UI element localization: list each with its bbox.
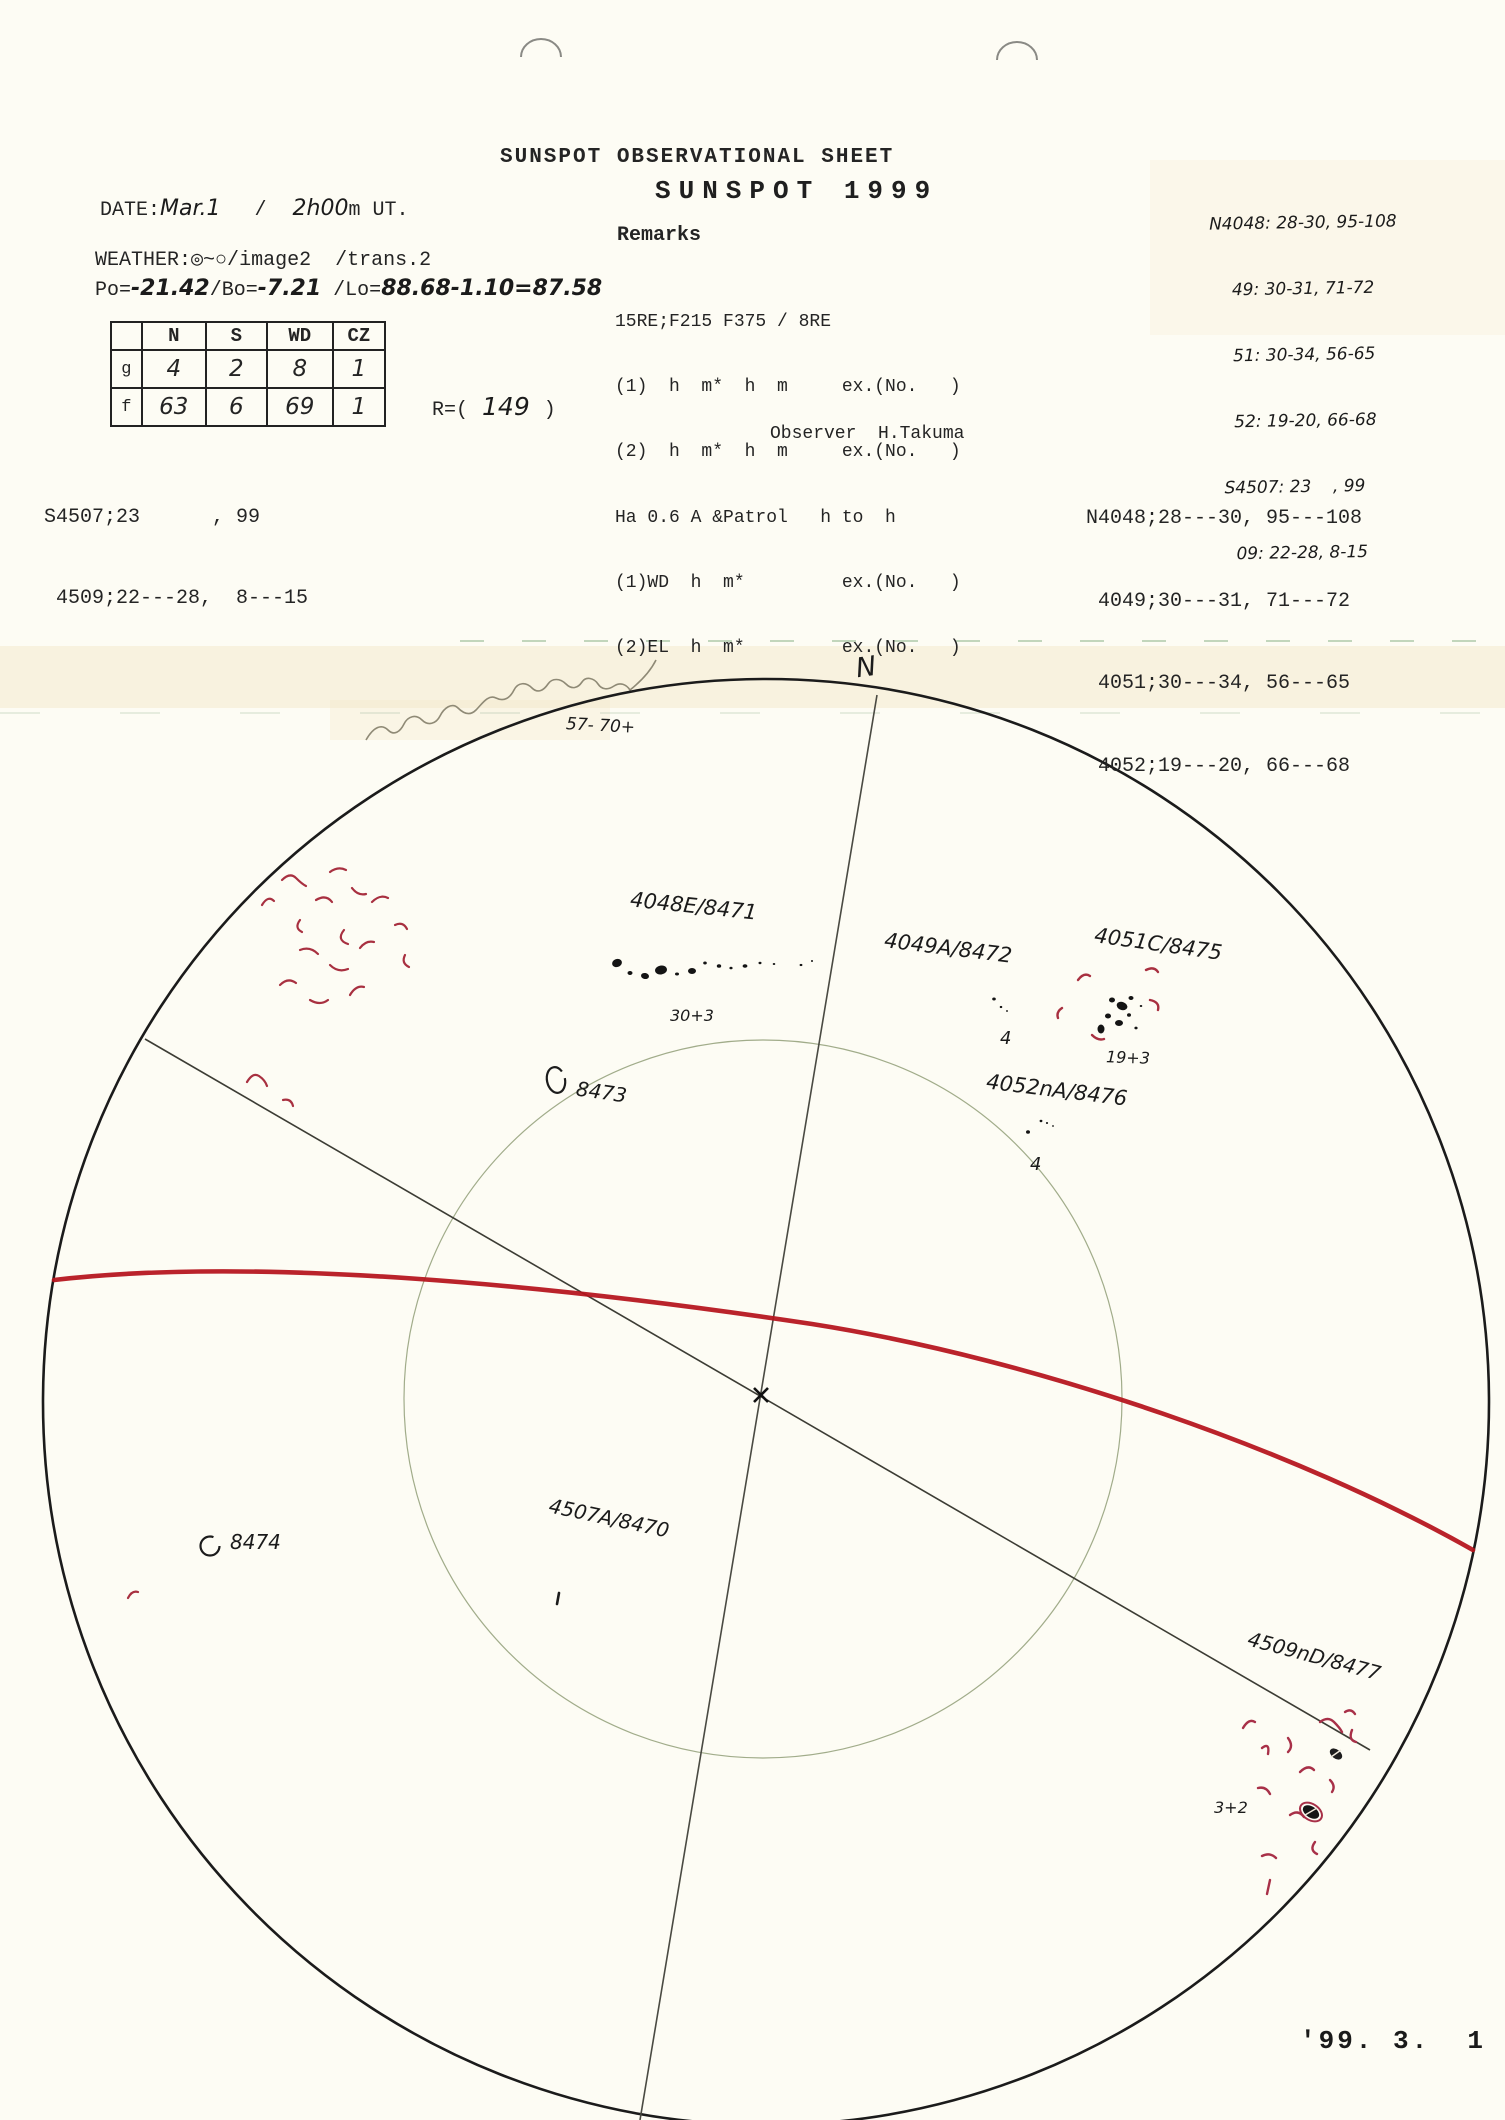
handwritten-note-line: 52: 19-20, 66-68	[1212, 409, 1377, 433]
handwritten-note-line: 51: 30-34, 56-65	[1211, 343, 1376, 367]
sunspot-group-8476-spots	[1026, 1120, 1054, 1134]
limb-note: 57- 70+	[565, 714, 636, 738]
north-groups-typed-list	[1086, 450, 1362, 835]
row-label-f: f	[111, 388, 142, 426]
north-direction-mark: N	[853, 650, 879, 685]
punch-hole-right	[997, 42, 1037, 60]
time-value-handwritten: 2h00	[292, 196, 349, 221]
typed-group-line: 4509;22---28, 8---15	[44, 587, 309, 610]
col-header-wd: WD	[267, 322, 333, 350]
date-value-handwritten: Mar.1	[160, 196, 221, 221]
col-header-cz: CZ	[333, 322, 385, 350]
po-label: Po=	[95, 279, 132, 302]
page-title: SUNSPOT OBSERVATIONAL SHEET	[500, 146, 895, 169]
table-corner-cell	[111, 322, 142, 350]
group-label-4049: 4049A/8472	[883, 928, 1014, 968]
punch-hole-left	[521, 39, 561, 57]
plage-outline-8474	[201, 1537, 220, 1556]
sunspot-group-8475-spots	[1098, 996, 1143, 1034]
bo-label: /Bo=	[209, 279, 258, 302]
remarks-heading: Remarks	[617, 224, 702, 247]
faculae-8477-red-marks	[1243, 1710, 1356, 1894]
typed-group-line: 4052;19---20, 66---68	[1086, 754, 1351, 778]
observer-line: Observer H.Takuma	[770, 424, 965, 444]
weather-line: WEATHER:◎~○/image2 /trans.2	[95, 249, 432, 272]
plage-outline-8473	[544, 1065, 567, 1094]
group-label-4051: 4051C/8475	[1092, 923, 1224, 965]
group-label-4048: 4048E/8471	[629, 887, 759, 925]
faculae-northeast-limb-red-marks	[128, 868, 409, 1598]
ephemeris-line	[95, 276, 602, 302]
r-suffix: )	[543, 399, 556, 422]
typed-group-line: 4049;30---31, 71---72	[1086, 589, 1351, 613]
remarks-line: (2)EL h m* ex.(No. )	[615, 638, 961, 659]
r-value-handwritten: 149	[482, 392, 530, 421]
handwritten-note-line: S4507: 23 , 99	[1213, 475, 1366, 499]
lo-label: /Lo=	[321, 279, 382, 302]
count-note-4052: 4	[1030, 1154, 1042, 1175]
sunspot-group-8471-spots	[611, 958, 813, 980]
po-value-handwritten: -21.42	[131, 276, 210, 301]
count-note-4048: 30+3	[670, 1006, 714, 1025]
inner-reference-circle	[404, 1040, 1122, 1758]
handwritten-note-line: 49: 30-31, 71-72	[1210, 277, 1375, 301]
sunspot-group-8470-pore	[557, 1593, 559, 1604]
count-note-4051: 19+3	[1105, 1047, 1151, 1068]
equator-red-line	[54, 1271, 1473, 1550]
remarks-line: (1)WD h m* ex.(No. )	[615, 572, 961, 593]
cell-f-n: 63	[142, 388, 206, 426]
cell-f-s: 6	[206, 388, 267, 426]
cell-f-cz: 1	[333, 388, 385, 426]
south-groups-typed-list	[44, 450, 308, 666]
group-label-4509: 4509nD/8477	[1245, 1626, 1384, 1686]
remarks-line: (1) h m* h m ex.(No. )	[615, 377, 961, 398]
remarks-line: 15RE;F215 F375 / 8RE	[615, 312, 832, 332]
remarks-line: Ha 0.6 A &Patrol h to h	[615, 507, 896, 528]
group-label-4052: 4052nA/8476	[985, 1069, 1129, 1111]
group-label-8474: 8474	[230, 1530, 281, 1554]
typed-group-line: 4051;30---34, 56---65	[1086, 672, 1351, 695]
col-header-n: N	[142, 322, 206, 350]
page-subtitle-stamp: SUNSPOT 1999	[655, 176, 939, 206]
date-separator: /	[254, 199, 267, 222]
group-label-8473: 8473	[574, 1076, 629, 1108]
sunspot-group-8472-spots	[992, 998, 1008, 1012]
remarks-line: (2) h m* h m ex.(No. )	[615, 442, 961, 463]
sunspot-group-8477-spots	[1297, 1746, 1345, 1825]
date-line	[100, 196, 408, 222]
cell-g-n: 4	[142, 350, 206, 388]
col-header-s: S	[206, 322, 267, 350]
bo-value-handwritten: -7.21	[257, 276, 322, 301]
handwritten-note-line: 09: 22-28, 8-15	[1214, 541, 1369, 565]
date-label: DATE:	[100, 199, 161, 222]
cell-g-s: 2	[206, 350, 267, 388]
remarks-block	[615, 270, 961, 701]
count-note-4049: 4	[1000, 1028, 1012, 1049]
diagonal-reference-line	[145, 1039, 1370, 1750]
typed-group-line: N4048;28---30, 95---108	[1086, 507, 1363, 530]
cell-g-wd: 8	[267, 350, 333, 388]
date-stamp: '99. 3. 1	[1300, 2026, 1487, 2056]
handwritten-note-line: N4048: 28-30, 95-108	[1208, 211, 1397, 235]
relative-number-line	[432, 392, 556, 422]
cell-f-wd: 69	[267, 388, 333, 426]
count-note-4509: 3+2	[1214, 1798, 1248, 1817]
row-label-g: g	[111, 350, 142, 388]
r-prefix: R=(	[432, 399, 469, 422]
typed-group-line: S4507;23 , 99	[44, 506, 261, 529]
group-label-4507: 4507A/8470	[546, 1493, 672, 1543]
cell-g-cz: 1	[333, 350, 385, 388]
lo-value-handwritten: 88.68-1.10=87.58	[381, 276, 603, 301]
time-unit: m UT.	[348, 199, 409, 222]
faculae-8475-red-marks	[1058, 968, 1159, 1039]
sunspot-count-table	[110, 321, 386, 427]
